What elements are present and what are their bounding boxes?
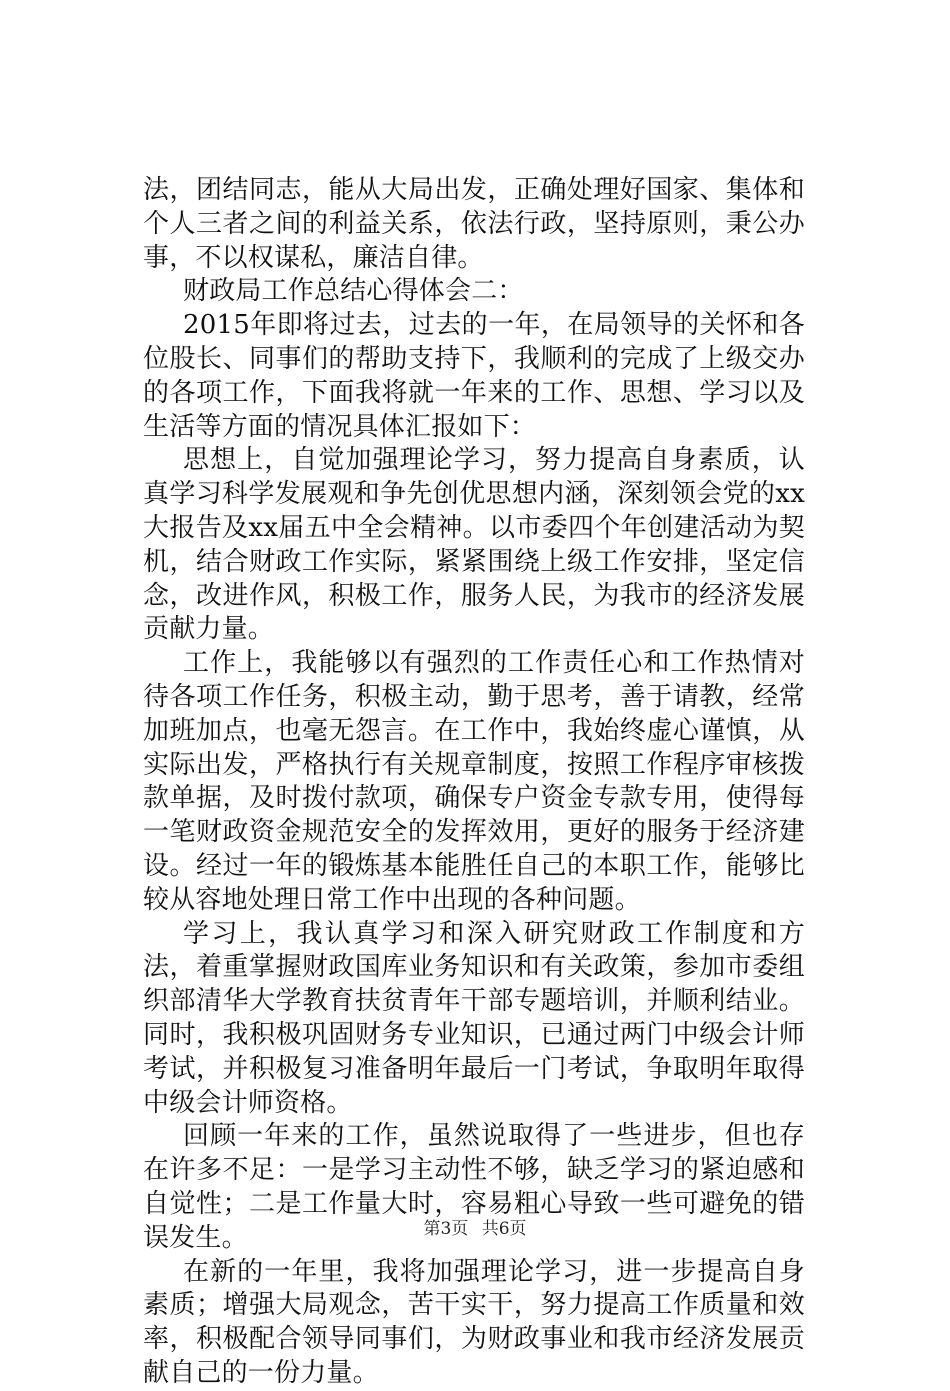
page-footer — [0, 1218, 950, 1240]
section-heading: 财政局工作总结心得体会二： — [183, 276, 524, 307]
paragraph-1: 法，团结同志，能从大局出发，正确处理好国家、集体和个人三者之间的利益关系，依法行政，坚持原则，秉公办事，不以权谋私，廉洁自律。 — [143, 175, 805, 273]
paragraph-4: 思想上，自觉加强理论学习，努力提高自身素质，认真学习科学发展观和争先创优思想内涵，深刻领会党的xx大报告及xx届五中全会精神。以市委四个年创建活动为契机，结合财政工作实际，紧紧围绕上级工作安排，坚定信念，改进作风，积极工作，服务人民，为我市的经济发展贡献力量。 — [143, 445, 805, 645]
page-number: 第3页 — [423, 1219, 469, 1239]
document-body — [143, 174, 805, 1391]
paragraph-6: 学习上，我认真学习和深入研究财政工作制度和方法，着重掌握财政国库业务知识和有关政策，参加市委组织部清华大学教育扶贫青年干部专题培训，并顺利结业。同时，我积极巩固财务专业知识，已通过两门中级会计师考试，并积极复习准备明年最后一门考试，争取明年取得中级会计师资格。 — [143, 918, 805, 1118]
paragraph-7: 回顾一年来的工作，虽然说取得了一些进步，但也存在许多不足：一是学习主动性不够，缺乏学习的紧迫感和自觉性；二是工作量大时，容易粗心导致一些可避免的错误发生。 — [143, 1121, 805, 1253]
paragraph-3: 2015年即将过去，过去的一年，在局领导的关怀和各位股长、同事们的帮助支持下，我顺利的完成了上级交办的各项工作，下面我将就一年来的工作、思想、学习以及生活等方面的情况具体汇报如下： — [143, 310, 805, 442]
page-total: 共6页 — [481, 1219, 527, 1239]
paragraph-5: 工作上，我能够以有强烈的工作责任心和工作热情对待各项工作任务，积极主动，勤于思考，善于请教，经常加班加点，也毫无怨言。在工作中，我始终虚心谨慎，从实际出发，严格执行有关规章制度，按照工作程序审核拨款单据，及时拨付款项，确保专户资金专款专用，使得每一笔财政资金规范安全的发挥效用，更好的服务于经济建设。经过一年的锻炼基本能胜任自己的本职工作，能够比较从容地处理日常工作中出现的各种问题。 — [143, 648, 805, 915]
paragraph-8: 在新的一年里，我将加强理论学习，进一步提高自身素质；增强大局观念，苦干实干，努力提高工作质量和效率，积极配合领导同事们，为财政事业和我市经济发展贡献自己的一份力量。 — [143, 1256, 805, 1388]
